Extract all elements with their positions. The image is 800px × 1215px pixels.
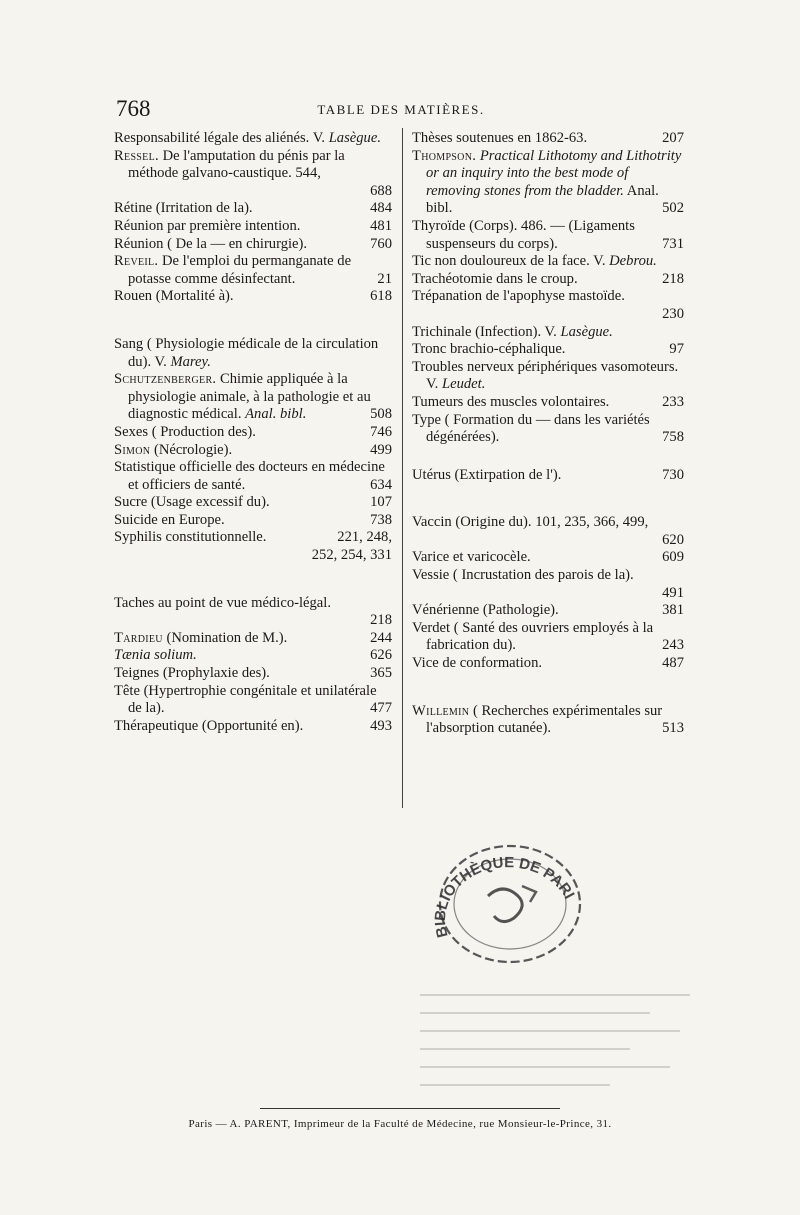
page-ref: 634	[370, 476, 392, 493]
index-entry: Taches au point de vue médico-légal.	[114, 594, 331, 611]
index-entry: Tête (Hypertrophie congénitale et unilatérale de la). 477	[114, 682, 392, 717]
page-ref: 760	[370, 235, 392, 252]
index-entry: 365 Teignes (Prophylaxie des).	[114, 665, 392, 682]
index-entry: 484 Rétine (Irritation de la).	[114, 200, 392, 217]
page-ref: 513	[662, 720, 684, 737]
index-entry: 107 Sucre (Usage excessif du).	[114, 494, 392, 511]
index-entry: Willemin ( Recherches expérimentales sur l'absorption cutanée). 513	[412, 702, 684, 737]
index-entry: 618 Rouen (Mortalité à).	[114, 288, 392, 305]
index-entry: Troubles nerveux périphériques vasomoteurs. V. Leudet.	[412, 358, 679, 393]
svg-text:BIBLIOTHÈQUE DE PARIS: BIBLIOTHÈQUE DE PARI	[431, 854, 578, 940]
page-ref: 758	[662, 429, 684, 446]
page-ref: 688	[370, 182, 392, 199]
index-entry-continuation	[114, 183, 392, 201]
index-entry: Schutzenberger. Chimie appliquée à la physiologie animale, à la pathologie et au diagnostic médical. Anal. bibl. 508	[114, 371, 392, 423]
index-entry-continuation	[114, 612, 392, 630]
index-entry: Thompson. Practical Lithotomy and Lithotrity or an inquiry into the best mode of removing stones from the bladder. Anal. bibl. 502	[412, 147, 684, 217]
index-entry: 381 Vénérienne (Pathologie).	[412, 602, 684, 619]
page-ref: 97	[669, 341, 684, 358]
index-entry: 97 Tronc brachio-céphalique.	[412, 341, 684, 358]
index-entry: 609 Varice et varicocèle.	[412, 549, 684, 566]
index-entry: Verdet ( Santé des ouvriers employés à la fabrication du). 243	[412, 619, 684, 654]
page-ref: 484	[370, 200, 392, 217]
index-entry-continuation	[412, 585, 684, 603]
page-ref: 244	[370, 629, 392, 646]
page-ref: 499	[370, 441, 392, 458]
page-ref: 218	[370, 612, 392, 629]
left-column	[114, 130, 392, 735]
page-ref: 626	[370, 647, 392, 664]
printer-imprint: Paris — A. PARENT, Imprimeur de la Faculté de Médecine, rue Monsieur-le-Prince, 31.	[188, 1118, 612, 1130]
index-entry: 499 Simon (Nécrologie).	[114, 441, 392, 458]
index-entry-continuation	[114, 547, 392, 565]
index-entry: 760 Réunion ( De la — en chirurgie).	[114, 235, 392, 252]
page-ref: 230	[662, 305, 684, 322]
page-ref: 738	[370, 511, 392, 528]
index-entry: Vessie ( Incrustation des parois de la).	[412, 567, 634, 584]
page-header	[116, 96, 686, 124]
page-ref: 221, 248,	[337, 529, 392, 546]
column-divider	[402, 128, 403, 808]
page-ref: 493	[370, 717, 392, 734]
index-entry: Trichinale (Infection). V. Lasègue.	[412, 323, 613, 340]
index-entry: Ressel. De l'amputation du pénis par la méthode galvano-caustique. 544,	[114, 147, 345, 182]
page-ref: 107	[370, 494, 392, 511]
index-entry-continuation	[412, 306, 684, 324]
page-ref: 21	[377, 270, 392, 287]
footer-rule	[260, 1108, 560, 1109]
right-column	[412, 130, 684, 738]
index-entry: 233 Tumeurs des muscles volontaires.	[412, 393, 684, 410]
page-ref: 381	[662, 602, 684, 619]
index-entry: 487 Vice de conformation.	[412, 655, 684, 672]
index-entry: 207 Thèses soutenues en 1862-63.	[412, 130, 684, 146]
index-entry: Statistique officielle des docteurs en médecine et officiers de santé. 634	[114, 459, 392, 493]
page-ref: 508	[370, 406, 392, 423]
page-ref: 544,	[295, 165, 321, 182]
page-ref: 207	[662, 130, 684, 146]
index-entry: 626 Tænia solium.	[114, 647, 392, 664]
page-ref: 481	[370, 217, 392, 234]
index-entry: 738 Suicide en Europe.	[114, 511, 392, 528]
index-entry: 481 Réunion par première intention.	[114, 217, 392, 234]
index-entry: 221, 248, Syphilis constitutionnelle.	[114, 529, 392, 546]
index-entry: Reveil. De l'emploi du permanganate de potasse comme désinfectant. 21	[114, 253, 392, 287]
running-head: TABLE DES MATIÈRES.	[317, 102, 485, 117]
page-ref: 731	[662, 235, 684, 252]
page-ref: 491	[662, 584, 684, 601]
page-ref: 730	[662, 466, 684, 483]
page-ref: 620	[662, 531, 684, 548]
index-entry: 746 Sexes ( Production des).	[114, 423, 392, 440]
index-entry: Trépanation de l'apophyse mastoïde.	[412, 288, 625, 305]
page-ref: 218	[662, 270, 684, 287]
page-ref: 365	[370, 665, 392, 682]
page-ref: 252, 254, 331	[311, 547, 392, 564]
index-entry: Responsabilité légale des aliénés. V. Lasègue.	[114, 130, 381, 146]
page-ref: 477	[370, 700, 392, 717]
index-entry: 218 Trachéotomie dans le croup.	[412, 270, 684, 287]
index-entry: Type ( Formation du — dans les variétés dégénérées). 758	[412, 411, 684, 446]
page-ref: 746	[370, 423, 392, 440]
page-ref: 502	[662, 200, 684, 217]
page-ref: 487	[662, 655, 684, 672]
index-entry: Tic non douloureux de la face. V. Debrou.	[412, 253, 657, 270]
show-through-texture	[410, 985, 710, 1095]
stamp-seal-icon	[418, 826, 598, 976]
index-entry: 244 Tardieu (Nomination de M.).	[114, 629, 392, 646]
index-entry: Vaccin (Origine du). 101, 235, 366, 499,	[412, 514, 649, 531]
page-ref: 243	[662, 637, 684, 654]
page-ref: 609	[662, 549, 684, 566]
page-ref: 618	[370, 288, 392, 305]
index-entry: 730 Utérus (Extirpation de l').	[412, 466, 684, 483]
library-stamp	[418, 826, 598, 976]
index-entry: 493 Thérapeutique (Opportunité en).	[114, 717, 392, 734]
index-entry-continuation	[412, 532, 684, 550]
page-number: 768	[116, 96, 151, 121]
index-entry: Sang ( Physiologie médicale de la circulation du). V. Marey.	[114, 335, 379, 370]
index-entry: Thyroïde (Corps). 486. — (Ligaments suspenseurs du corps). 731	[412, 217, 684, 252]
page-ref: 233	[662, 393, 684, 410]
